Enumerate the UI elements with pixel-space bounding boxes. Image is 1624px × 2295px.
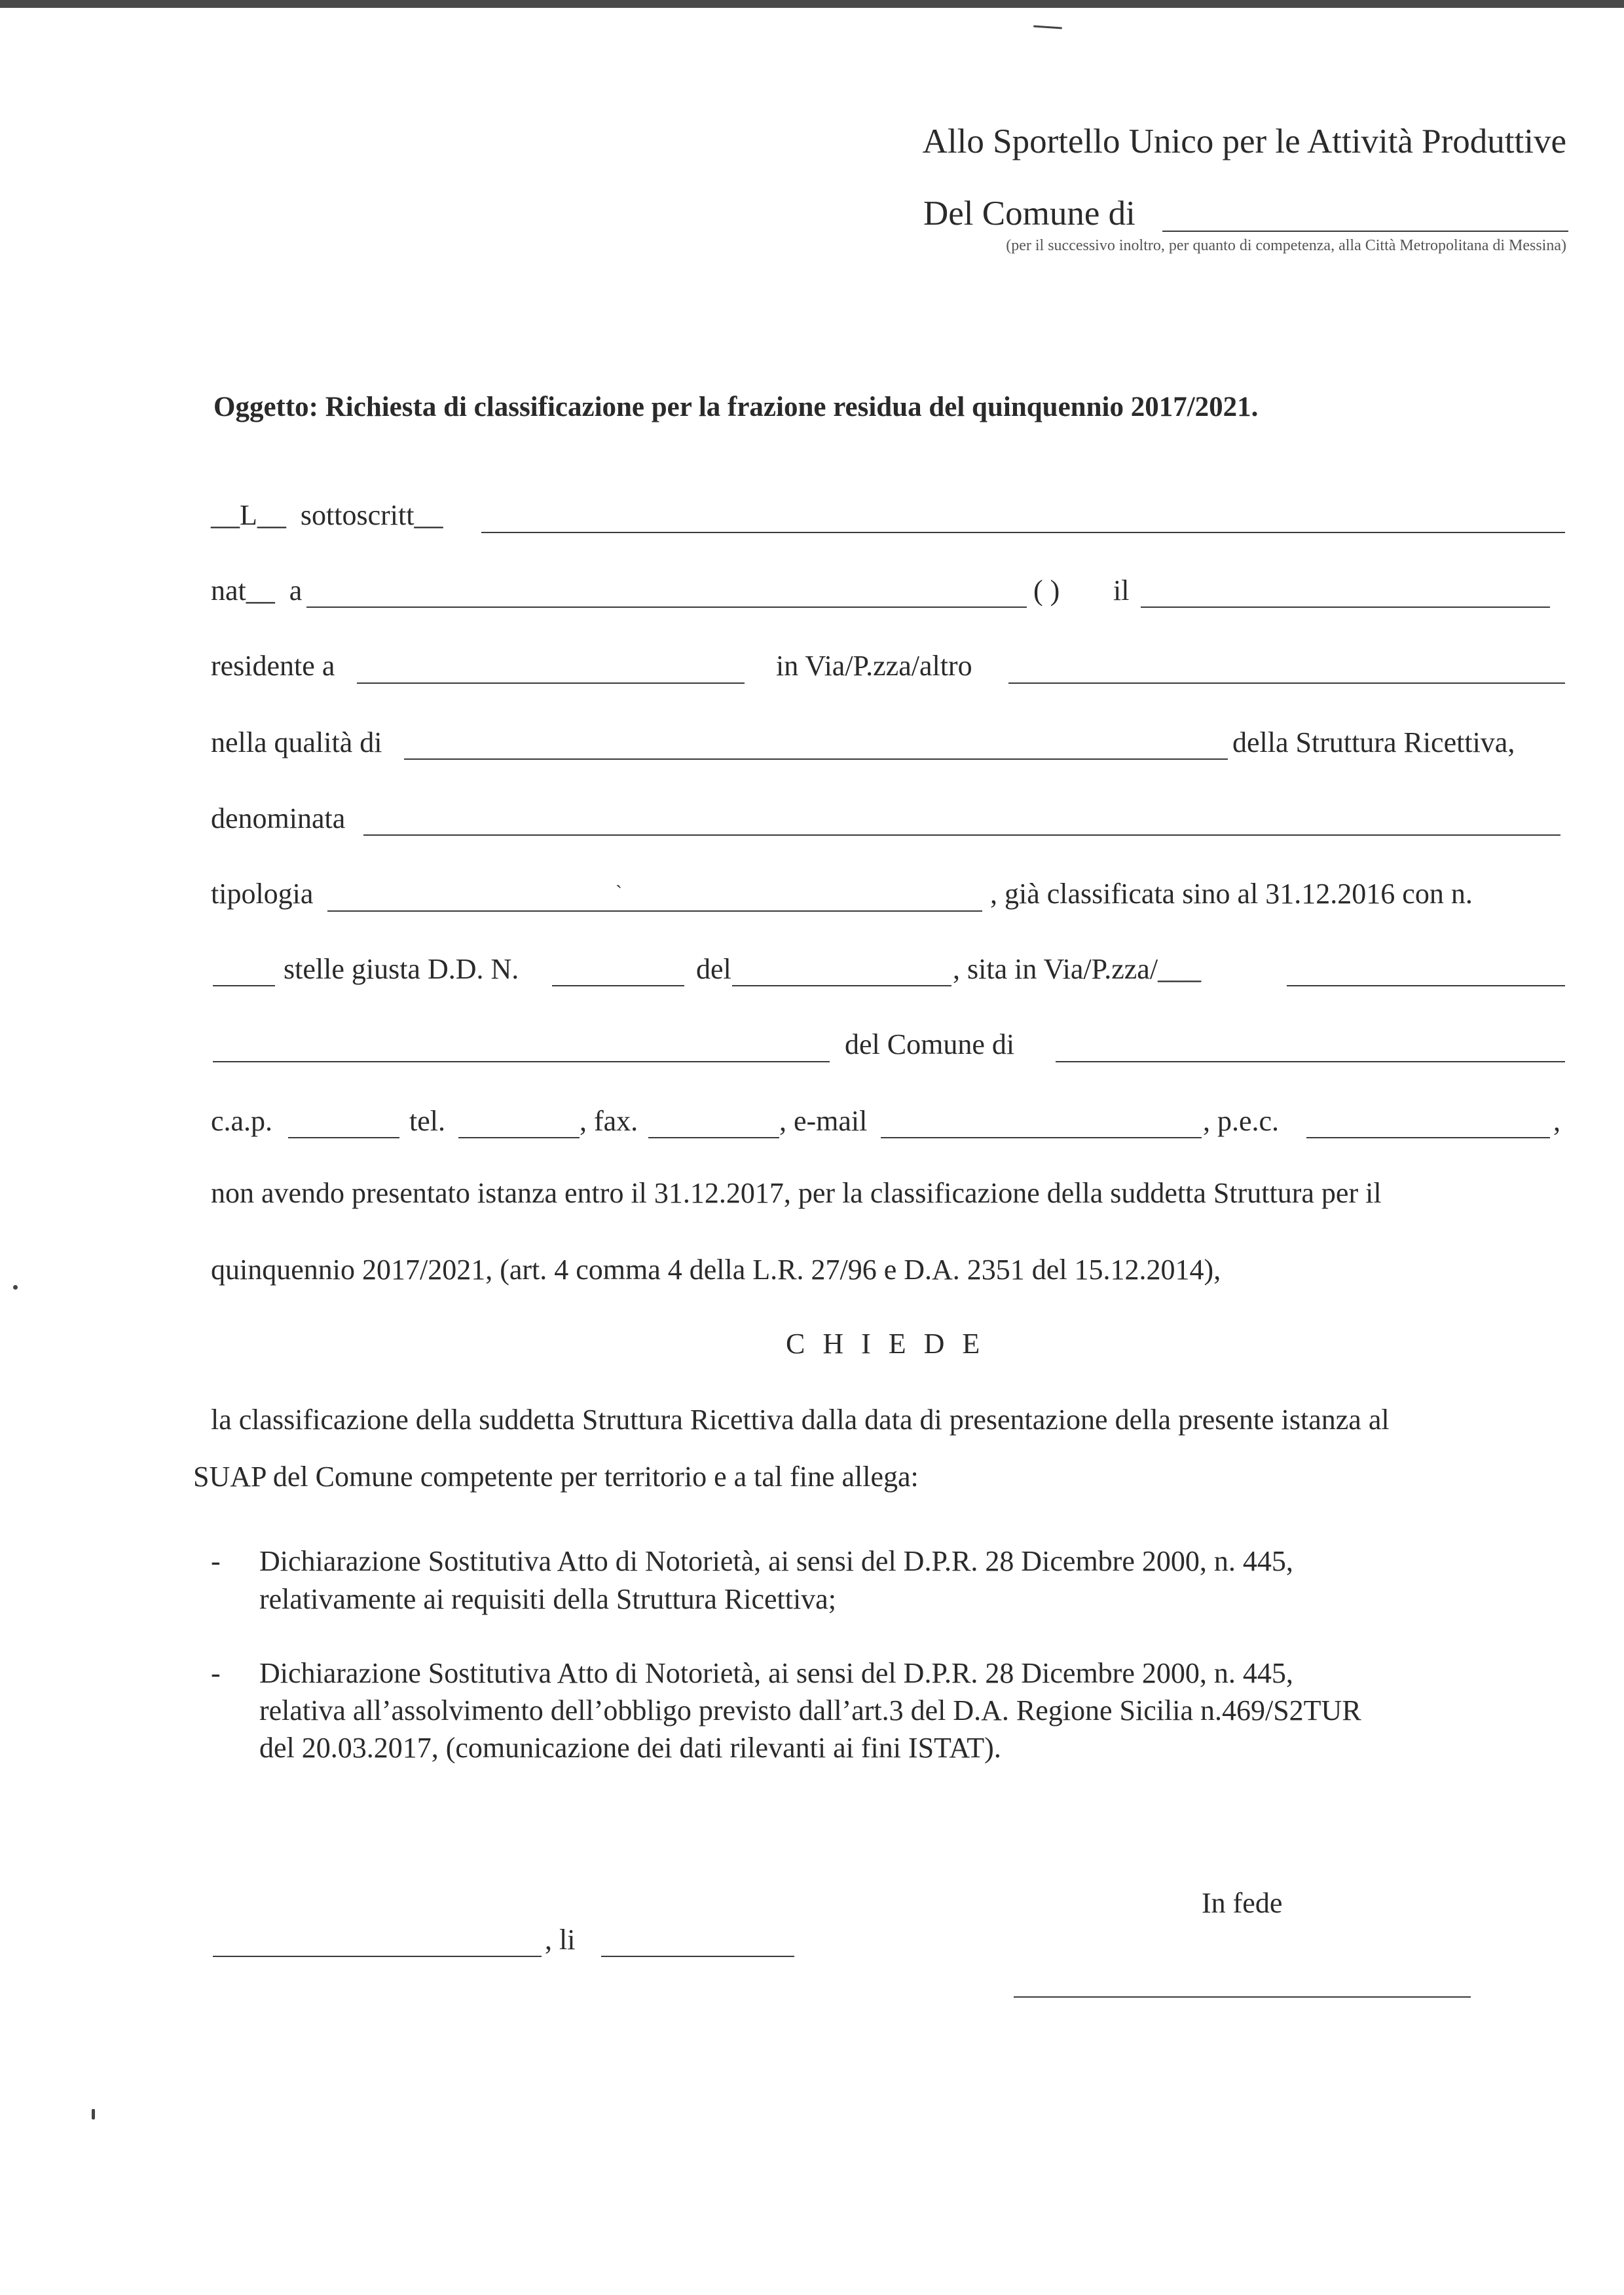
sita-street-blank[interactable]: [1287, 985, 1565, 986]
residente-label: residente a: [211, 650, 335, 682]
email-blank[interactable]: [881, 1137, 1202, 1138]
pec-label: , p.e.c.: [1203, 1105, 1280, 1137]
tel-label: tel.: [409, 1105, 445, 1137]
tipologia-label: tipologia: [211, 878, 314, 910]
cap-label: c.a.p.: [211, 1105, 273, 1137]
li-label: , li: [545, 1924, 576, 1956]
header-note: (per il successivo inoltro, per quanto di competenza, alla Città Metropolitana di Messina): [1006, 237, 1566, 254]
dd-number-blank[interactable]: [552, 985, 684, 986]
signature-blank[interactable]: [1014, 1996, 1471, 1998]
attachment-dash: -: [211, 1657, 221, 1689]
il-label: il: [1113, 574, 1130, 606]
sottoscritto-label: __L__ sottoscritt__: [211, 499, 443, 531]
attachment-line: relativamente ai requisiti della Struttura Ricettiva;: [259, 1583, 836, 1615]
residence-street-blank[interactable]: [1008, 682, 1565, 684]
tel-blank[interactable]: [458, 1137, 580, 1138]
scan-speck: [13, 1285, 18, 1290]
scan-speck: [92, 2109, 95, 2119]
classificata-text: , già classificata sino al 31.12.2016 con n.: [990, 878, 1473, 910]
subject-line: Oggetto: Richiesta di classificazione per la frazione residua del quinquennio 2017/2021.: [213, 392, 1259, 422]
pec-blank[interactable]: [1306, 1137, 1550, 1138]
denominata-label: denominata: [211, 802, 346, 834]
attachment-dash: -: [211, 1545, 221, 1577]
province-paren: ( ): [1033, 574, 1060, 606]
chiede-heading: C H I E D E: [786, 1328, 986, 1360]
attachment-line: del 20.03.2017, (comunicazione dei dati rilevanti ai fini ISTAT).: [259, 1732, 1001, 1764]
birthdate-blank[interactable]: [1141, 606, 1550, 608]
place-blank[interactable]: [213, 1956, 542, 1957]
denominata-blank[interactable]: [363, 834, 1560, 836]
date-blank[interactable]: [601, 1956, 794, 1957]
stray-mark: `: [616, 882, 622, 903]
end-comma: ,: [1553, 1105, 1560, 1137]
fax-blank[interactable]: [648, 1137, 779, 1138]
stelle-label: stelle giusta D.D. N.: [284, 953, 519, 985]
qualita-label: nella qualità di: [211, 726, 382, 758]
cap-blank[interactable]: [288, 1137, 399, 1138]
sita-label: , sita in Via/P.zza/___: [953, 953, 1202, 985]
premise-line-2: quinquennio 2017/2021, (art. 4 comma 4 della L.R. 27/96 e D.A. 2351 del 15.12.2014),: [211, 1254, 1221, 1286]
request-line-1: la classificazione della suddetta Struttura Ricettiva dalla data di presentazione della presente istanza al: [211, 1404, 1390, 1436]
residence-city-blank[interactable]: [357, 682, 745, 684]
via-label: in Via/P.zza/altro: [776, 650, 972, 682]
del-label: del: [696, 953, 731, 985]
sottoscritto-name-blank[interactable]: [481, 532, 1565, 533]
comune-label: Del Comune di: [923, 195, 1135, 233]
recipient-title: Allo Sportello Unico per le Attività Produttive: [922, 122, 1566, 160]
del-comune-label: del Comune di: [845, 1028, 1015, 1060]
dd-date-blank[interactable]: [732, 985, 951, 986]
request-line-2: SUAP del Comune competente per territorio e a tal fine allega:: [193, 1461, 919, 1493]
in-fede-label: In fede: [1202, 1887, 1283, 1919]
email-label: , e-mail: [779, 1105, 868, 1137]
attachment-line: relativa all’assolvimento dell’obbligo previsto dall’art.3 del D.A. Regione Sicilia n.469/S2TUR: [259, 1694, 1361, 1726]
fax-label: , fax.: [580, 1105, 638, 1137]
attachment-line: Dichiarazione Sostitutiva Atto di Notorietà, ai sensi del D.P.R. 28 Dicembre 2000, n. 445,: [259, 1545, 1293, 1577]
nato-label: nat__ a: [211, 574, 303, 606]
tipologia-blank[interactable]: [327, 910, 982, 912]
stelle-count-blank[interactable]: [213, 985, 275, 986]
scan-speck: [1033, 25, 1062, 29]
comune-blank[interactable]: [1162, 231, 1568, 232]
premise-line-1: non avendo presentato istanza entro il 31.12.2017, per la classificazione della suddetta Struttura per il: [211, 1177, 1382, 1209]
qualita-blank[interactable]: [404, 758, 1228, 760]
struttura-label: della Struttura Ricettiva,: [1232, 726, 1515, 758]
sita-address-blank[interactable]: [213, 1061, 830, 1062]
birthplace-blank[interactable]: [306, 606, 1027, 608]
attachment-line: Dichiarazione Sostitutiva Atto di Notorietà, ai sensi del D.P.R. 28 Dicembre 2000, n. 445,: [259, 1657, 1293, 1689]
scan-top-edge: [0, 0, 1624, 8]
sita-comune-blank[interactable]: [1056, 1061, 1565, 1062]
